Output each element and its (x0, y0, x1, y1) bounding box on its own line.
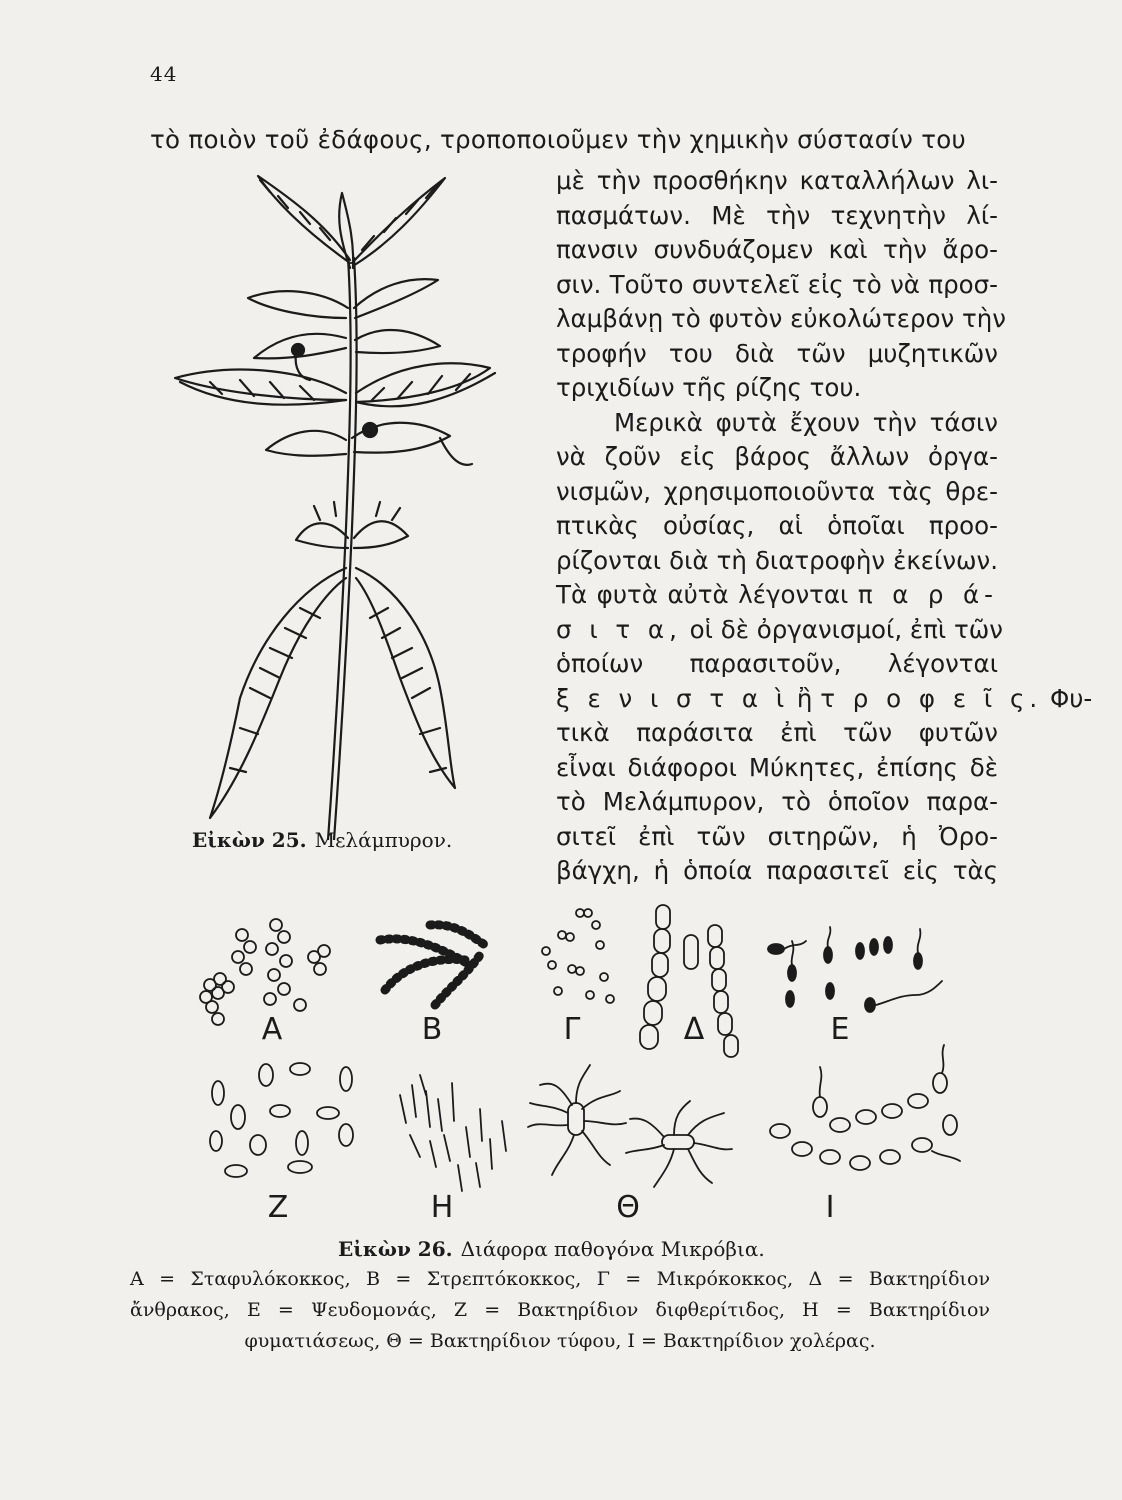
staphylococcus-drawing (200, 919, 330, 1025)
text-segment: Φυ- (1049, 683, 1093, 713)
figure-25-label: Εἰκὼν 25. (192, 828, 307, 852)
spaced-term: τ ρ ο φ ε ῖ ς. (820, 683, 1043, 713)
text-line: τικὰ παράσιτα ἐπὶ τῶν φυτῶν (556, 718, 998, 747)
text-segment: ἢ (796, 683, 813, 713)
cholera-vibrio-drawing (770, 1045, 960, 1170)
microbes-illustration (180, 895, 980, 1225)
panel-letter-d: Δ (683, 1012, 705, 1047)
text-line: τριχιδίων τῆς ρίζης του. (556, 373, 862, 402)
text-line-14 (556, 613, 1003, 648)
text-line: σιτεῖ ἐπὶ τῶν σιτηρῶν, ἡ Ὀρο- (556, 821, 998, 851)
figure-26-label: Εἰκὼν 26. (338, 1237, 453, 1261)
legend-line: φυματιάσεως, Θ = Βακτηρίδιον τύφου, Ι = Βακτηρίδιον χολέρας. (244, 1330, 876, 1352)
spaced-term: π α ρ ά- (857, 580, 998, 609)
text-line: εἶναι διάφοροι Μύκητες, ἐπίσης δὲ (556, 752, 998, 782)
panel-letter-a: Α (261, 1012, 283, 1047)
tuberculosis-bacillus-drawing (400, 1075, 506, 1191)
panel-letter-i: Ι (825, 1190, 835, 1225)
figure-26-legend (130, 1264, 990, 1357)
panel-letter-e: Ε (830, 1012, 850, 1047)
panel-letter-th: Θ (616, 1190, 640, 1225)
legend-line: ἄνθρακος, Ε = Ψευδομονάς, Ζ = Βακτηρίδιον διφθερίτιδος, Η = Βακτηρίδιον (130, 1299, 990, 1321)
panel-letter-c: Γ (563, 1012, 581, 1047)
text-line: μὲ τὴν προσθήκην καταλλήλων λι- (556, 166, 998, 195)
diphtheria-bacillus-drawing (210, 1063, 353, 1177)
text-line: πασμάτων. Μὲ τὴν τεχνητὴν λί- (556, 200, 998, 230)
main-text (556, 164, 1093, 889)
figure-26-caption (338, 1237, 765, 1261)
legend-line: Α = Σταφυλόκοκκος, Β = Στρεπτόκοκκος, Γ = Μικρόκοκκος, Δ = Βακτηρίδιον (130, 1268, 990, 1290)
spaced-term: σ ι τ α, (556, 614, 682, 644)
text-line: σιν. Τοῦτο συντελεῖ εἰς τὸ νὰ προσ- (556, 269, 998, 299)
text-segment: οἱ δὲ ὀργανισμοί, ἐπὶ τῶν (689, 614, 1003, 644)
typhoid-bacillus-drawing (528, 1065, 732, 1187)
text-line: τὸ Μελάμπυρον, τὸ ὁποῖον παρα- (556, 787, 998, 816)
text-line: βάγχη, ἡ ὁποία παρασιτεῖ εἰς τὰς (556, 856, 998, 885)
text-line: λαμβάνῃ τὸ φυτὸν εὐκολώτερον τὴν (556, 304, 1006, 333)
figure-26-title: Διάφορα παθογόνα Μικρόβια. (460, 1237, 765, 1261)
panel-letter-b: Β (421, 1012, 443, 1047)
micrococcus-drawing (542, 909, 614, 1003)
page-number: 44 (150, 62, 178, 86)
pseudomonas-drawing (768, 927, 942, 1012)
text-line: ρίζονται διὰ τὴ διατροφὴν ἐκείνων. (556, 545, 998, 575)
text-line: νὰ ζοῦν εἰς βάρος ἄλλων ὀργα- (556, 442, 998, 471)
spaced-term: ξ ε ν ι σ τ α ὶ (556, 683, 790, 713)
text-line: ὁποίων παρασιτοῦν, λέγονται (556, 649, 998, 678)
figure-25-caption (192, 828, 452, 852)
melampyrum-plant-illustration (150, 168, 550, 840)
text-line: νισμῶν, χρησιμοποιοῦντα τὰς θρε- (556, 476, 998, 506)
panel-letter-z: Ζ (267, 1190, 289, 1225)
text-line: πτικὰς οὐσίας, αἱ ὁποῖαι προο- (556, 511, 998, 540)
figure-25-title: Μελάμπυρον. (314, 828, 453, 852)
text-line: Μερικὰ φυτὰ ἔχουν τὴν τάσιν (614, 407, 998, 437)
text-line: πανσιν συνδυάζομεν καὶ τὴν ἄρο- (556, 235, 998, 264)
text-line: τροφήν του διὰ τῶν μυζητικῶν (556, 338, 998, 368)
first-line: τὸ ποιὸν τοῦ ἐδάφους, τροποποιοῦμεν τὴν χημικὴν σύστασίν του (150, 125, 967, 154)
panel-letter-h: Η (430, 1190, 454, 1225)
streptococcus-drawing (380, 925, 485, 1005)
text-line-16 (556, 682, 1093, 717)
text-segment: Τὰ φυτὰ αὐτὰ λέγονται (556, 580, 849, 609)
text-line-13 (556, 578, 998, 613)
